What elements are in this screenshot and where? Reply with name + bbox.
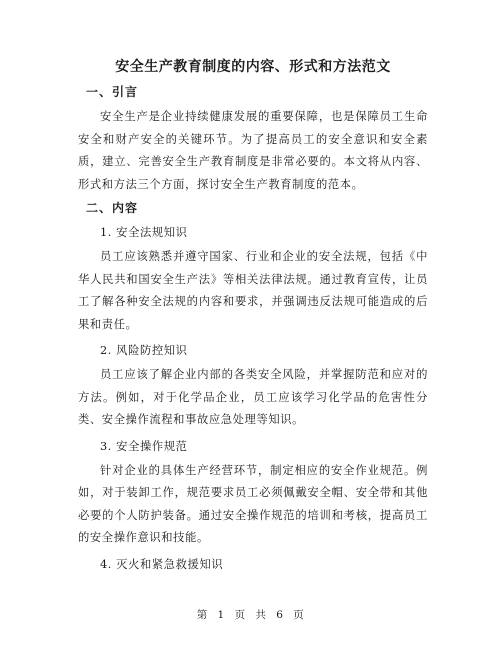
item-text-law: 员工应该熟悉并遵守国家、行业和企业的安全法规，包括《中华人民共和国安全生产法》等相关法律法规。通过教育宣传，让员工了解各种安全法规的内容和要求，并强调违反法规可能造成的后果和责任。 — [78, 250, 428, 331]
item-text-operation: 针对企业的具体生产经营环节，制定相应的安全作业规范。例如，对于装卸工作，规范要求员工必须佩戴安全帽、安全带和其他必要的个人防护装备。通过安全操作规范的培训和考核，提高员工的安全操作意识和技能。 — [78, 463, 428, 544]
intro-paragraph: 安全生产是企业持续健康发展的重要保障，也是保障员工生命安全和财产安全的关键环节。为了提高员工的安全意识和安全素质，建立、完善安全生产教育制度是非常必要的。本文将从内容、形式和方法三个方面，探讨安全生产教育制度的范本。 — [78, 110, 428, 191]
document-body — [78, 56, 428, 578]
item-text-risk: 员工应该了解企业内部的各类安全风险，并掌握防范和应对的方法。例如，对于化学品企业，员工应该学习化学品的危害性分类、安全操作流程和事故应急处理等知识。 — [78, 368, 428, 426]
item-title-risk: 2. 风险防控知识 — [100, 344, 188, 357]
item-title-operation: 3. 安全操作规范 — [100, 439, 188, 453]
page-number-footer: 第 1 页 共 6 页 — [196, 609, 306, 621]
item-title-law: 1. 安全法规知识 — [100, 226, 188, 239]
item-title-fire-rescue: 4. 灭火和紧急救援知识 — [100, 557, 224, 571]
section-heading-content: 二、内容 — [86, 201, 139, 215]
section-heading-intro: 一、引言 — [86, 85, 139, 99]
document-title: 安全生产教育制度的内容、形式和方法范文 — [115, 59, 391, 75]
